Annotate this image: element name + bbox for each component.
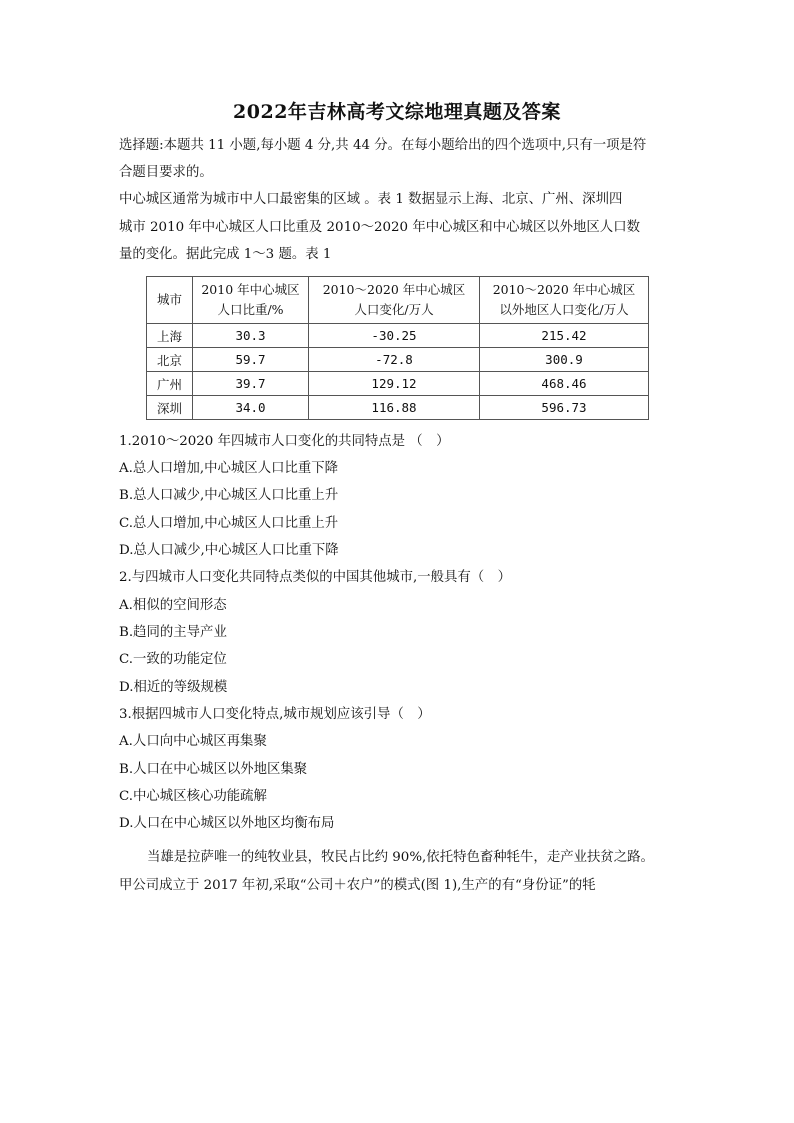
intro-line-5: 量的变化。据此完成 1～3 题。表 1 <box>119 247 332 262</box>
question-1-option-d: D.总人口减少,中心城区人口比重下降 <box>119 543 339 558</box>
intro-line-2: 合题目要求的。 <box>119 165 213 180</box>
question-2-option-a: A.相似的空间形态 <box>119 598 227 613</box>
cell-share: 59.7 <box>193 348 309 372</box>
cell-center-change: -72.8 <box>309 348 480 372</box>
question-1-stem: 1.2010～2020 年四城市人口变化的共同特点是 （ ） <box>119 434 450 449</box>
cell-share: 30.3 <box>193 324 309 348</box>
question-2-option-b: B.趋同的主导产业 <box>119 625 227 640</box>
question-3-stem: 3.根据四城市人口变化特点,城市规划应该引导（ ） <box>119 707 431 722</box>
question-1-option-b: B.总人口减少,中心城区人口比重上升 <box>119 488 339 503</box>
cell-city: 北京 <box>147 348 193 372</box>
question-3-option-b: B.人口在中心城区以外地区集聚 <box>119 762 308 777</box>
cell-outer-change: 596.73 <box>480 396 649 420</box>
passage-line-2: 甲公司成立于 2017 年初,采取“公司＋农户”的模式(图 1),生产的有“身份证”的牦 <box>119 878 596 893</box>
cell-center-change: -30.25 <box>309 324 480 348</box>
intro-line-3: 中心城区通常为城市中人口最密集的区域 。表 1 数据显示上海、北京、广州、深圳四 <box>119 192 623 207</box>
population-table <box>146 276 649 420</box>
table-row <box>147 348 649 372</box>
cell-outer-change: 300.9 <box>480 348 649 372</box>
question-2-option-c: C.一致的功能定位 <box>119 652 227 667</box>
header-share: 2010 年中心城区 人口比重/% <box>193 277 309 324</box>
question-3-option-d: D.人口在中心城区以外地区均衡布局 <box>119 816 335 831</box>
cell-center-change: 116.88 <box>309 396 480 420</box>
cell-city: 广州 <box>147 372 193 396</box>
table-header-row <box>147 277 649 324</box>
question-2-stem: 2.与四城市人口变化共同特点类似的中国其他城市,一般具有（ ） <box>119 570 511 585</box>
page-title: 2022年吉林高考文综地理真题及答案 <box>233 101 561 123</box>
cell-outer-change: 468.46 <box>480 372 649 396</box>
intro-line-1: 选择题:本题共 11 小题,每小题 4 分,共 44 分。在每小题给出的四个选项中,只有一项是符 <box>119 138 647 153</box>
question-1-option-a: A.总人口增加,中心城区人口比重下降 <box>119 461 339 476</box>
header-city: 城市 <box>147 277 193 324</box>
passage-line-1: 当雄是拉萨唯一的纯牧业县，牧民占比约 90%,依托特色畜种牦牛，走产业扶贫之路。 <box>147 850 654 865</box>
table-row <box>147 396 649 420</box>
cell-city: 深圳 <box>147 396 193 420</box>
question-3-option-c: C.中心城区核心功能疏解 <box>119 789 267 804</box>
cell-center-change: 129.12 <box>309 372 480 396</box>
header-center-change: 2010～2020 年中心城区 人口变化/万人 <box>309 277 480 324</box>
table-row <box>147 324 649 348</box>
cell-outer-change: 215.42 <box>480 324 649 348</box>
intro-line-4: 城市 2010 年中心城区人口比重及 2010～2020 年中心城区和中心城区以外地区人口数 <box>119 220 640 235</box>
header-outer-change: 2010～2020 年中心城区 以外地区人口变化/万人 <box>480 277 649 324</box>
table-row <box>147 372 649 396</box>
cell-city: 上海 <box>147 324 193 348</box>
cell-share: 39.7 <box>193 372 309 396</box>
question-3-option-a: A.人口向中心城区再集聚 <box>119 734 267 749</box>
question-1-option-c: C.总人口增加,中心城区人口比重上升 <box>119 516 339 531</box>
question-2-option-d: D.相近的等级规模 <box>119 680 228 695</box>
cell-share: 34.0 <box>193 396 309 420</box>
